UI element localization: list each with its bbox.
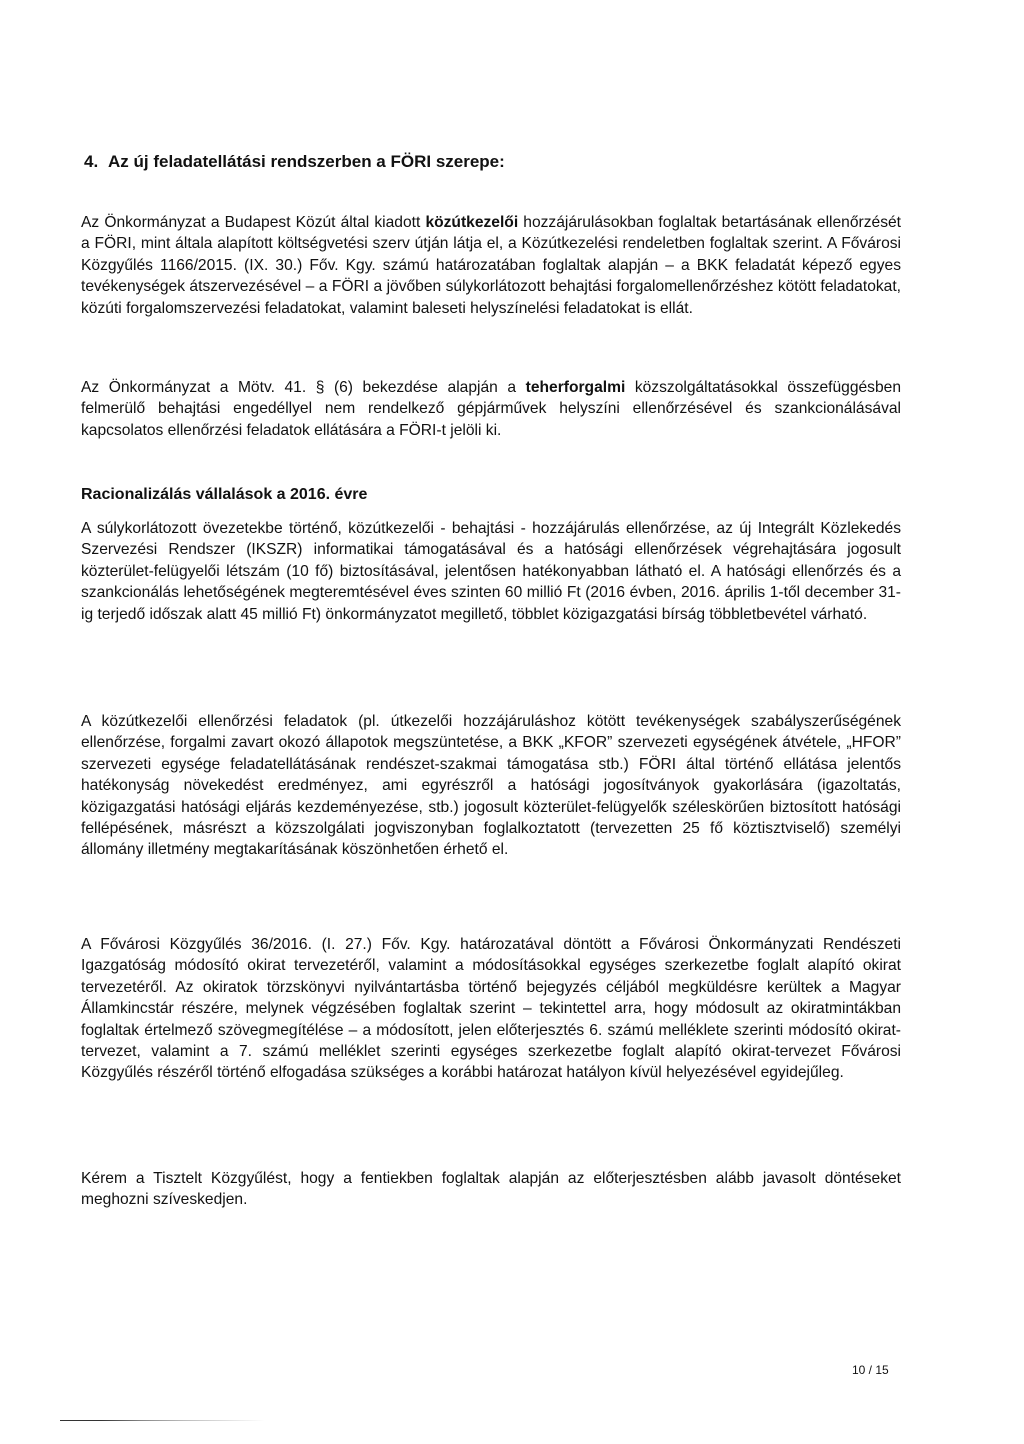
paragraph-heavy-traffic: Az Önkormányzat a Mötv. 41. § (6) bekezdése alapján a teherforgalmi közszolgáltatásokkal összefüggésben felmerülő behajtási engedéllyel nem rendelkező gépjárművek helyszíni ellenőrzésével és szankcionálásával kapcsolatos ellenőrzési feladatok ellátására a FÖRI-t jelöli ki. — [81, 379, 901, 439]
subheading-rationalization: Racionalizálás vállalások a 2016. évre — [81, 486, 368, 503]
section-title: Az új feladatellátási rendszerben a FÖRI szerepe: — [108, 152, 505, 171]
paragraph-road-management: Az Önkormányzat a Budapest Közút által kiadott közútkezelői hozzájárulásokban foglaltak betartásának ellenőrzését a FÖRI, mint általa alapított költségvetési szerv útján látja el, a Közútkezelési rendeletben foglaltak szerint. A Fővárosi Közgyűlés 1166/2015. (IX. 30.) Főv. Kgy. számú határozatában foglaltak alapján – a BKK feladatát képező egyes tevékenységek átszervezésével – a FÖRI a jövőben súlykorlátozott behajtási forgalomellenőrzéshez kötött feladatokat, közúti forgalomszervezési feladatokat, valamint baleseti helyszínelési feladatokat is ellát. — [81, 214, 901, 317]
page-number: 10 / 15 — [852, 1363, 889, 1377]
scan-artifact-line — [60, 1420, 265, 1421]
bold-term-teherforgalmi: teherforgalmi — [525, 379, 626, 396]
paragraph-request: Kérem a Tisztelt Közgyűlést, hogy a fentiekben foglaltak alapján az előterjesztésben alább javasolt döntéseket meghozni szíveskedjen. — [81, 1170, 901, 1209]
bold-term-kozutkezeloi: közútkezelői — [425, 214, 519, 231]
paragraph-road-control-tasks: A közútkezelői ellenőrzési feladatok (pl. útkezelői hozzájáruláshoz kötött tevékenységek szabályszerűségének ellenőrzése, forgalmi zavart okozó állapotok megszüntetése, a BKK „KFOR” szervezeti egységének átvétele, „HFOR” szervezeti egysége feladatellátásának rendészet-szakmai támogatása stb.) FÖRI által történő ellátása jelentős hatékonyság növekedést eredményez, ami egyrészről a hatósági jogosítványok gyakorlására (igazoltatás, közigazgatási hatósági eljárás kezdeményezése, stb.) jogosult közterület-felügyelők széleskörűen biztosított hatósági fellépésének, másrészt a közszolgálati jogviszonyban foglalkoztatott (tervezetten 25 fő köztisztviselő) személyi állomány illetmény megtakarításának köszönhetően érhető el. — [81, 713, 901, 859]
paragraph-assembly-decision: A Fővárosi Közgyűlés 36/2016. (I. 27.) Főv. Kgy. határozatával döntött a Fővárosi Önkormányzati Rendészeti Igazgatóság módosító okirat tervezetéről, valamint a módosításokkal egységes szerkezetbe foglalt alapító okirat tervezetéről. Az okiratok törzskönyvi nyilvántartásba történő bejegyzés céljából megküldésre kerültek a Magyar Államkincstár részére, melynek végzésében foglaltak szerint – tekintettel arra, hogy módosult az okiratmintákban foglaltak értelmező szövegmegítélése – a módosított, jelen előterjesztés 6. számú melléklete szerinti módosító okirat-tervezet, valamint a 7. számú melléklet szerinti egységes szerkezetbe foglalt alapító okirat-tervezet Fővárosi Közgyűlés részéről történő elfogadása szükséges a korábbi határozat hatályon kívül helyezésével egyidejűleg. — [81, 936, 901, 1082]
paragraph-weight-restricted-zones: A súlykorlátozott övezetekbe történő, közútkezelői - behajtási - hozzájárulás ellenőrzése, az új Integrált Közlekedés Szervezési Rendszer (IKSZR) informatikai támogatásával és a hatósági ellenőrzések végrehajtására jogosult közterület-felügyelői létszám (10 fő) biztosításával, jelentősen hatékonyabban látható el. A hatósági ellenőrzés és a szankcionálás lehetőségének megteremtésével éves szinten 60 millió Ft (2016 évben, 2016. április 1-től december 31-ig terjedő időszak alatt 45 millió Ft) önkormányzatot megillető, többlet közigazgatási bírság többletbevétel várható. — [81, 520, 901, 623]
section-number: 4. — [84, 152, 99, 171]
section-heading — [81, 150, 901, 174]
